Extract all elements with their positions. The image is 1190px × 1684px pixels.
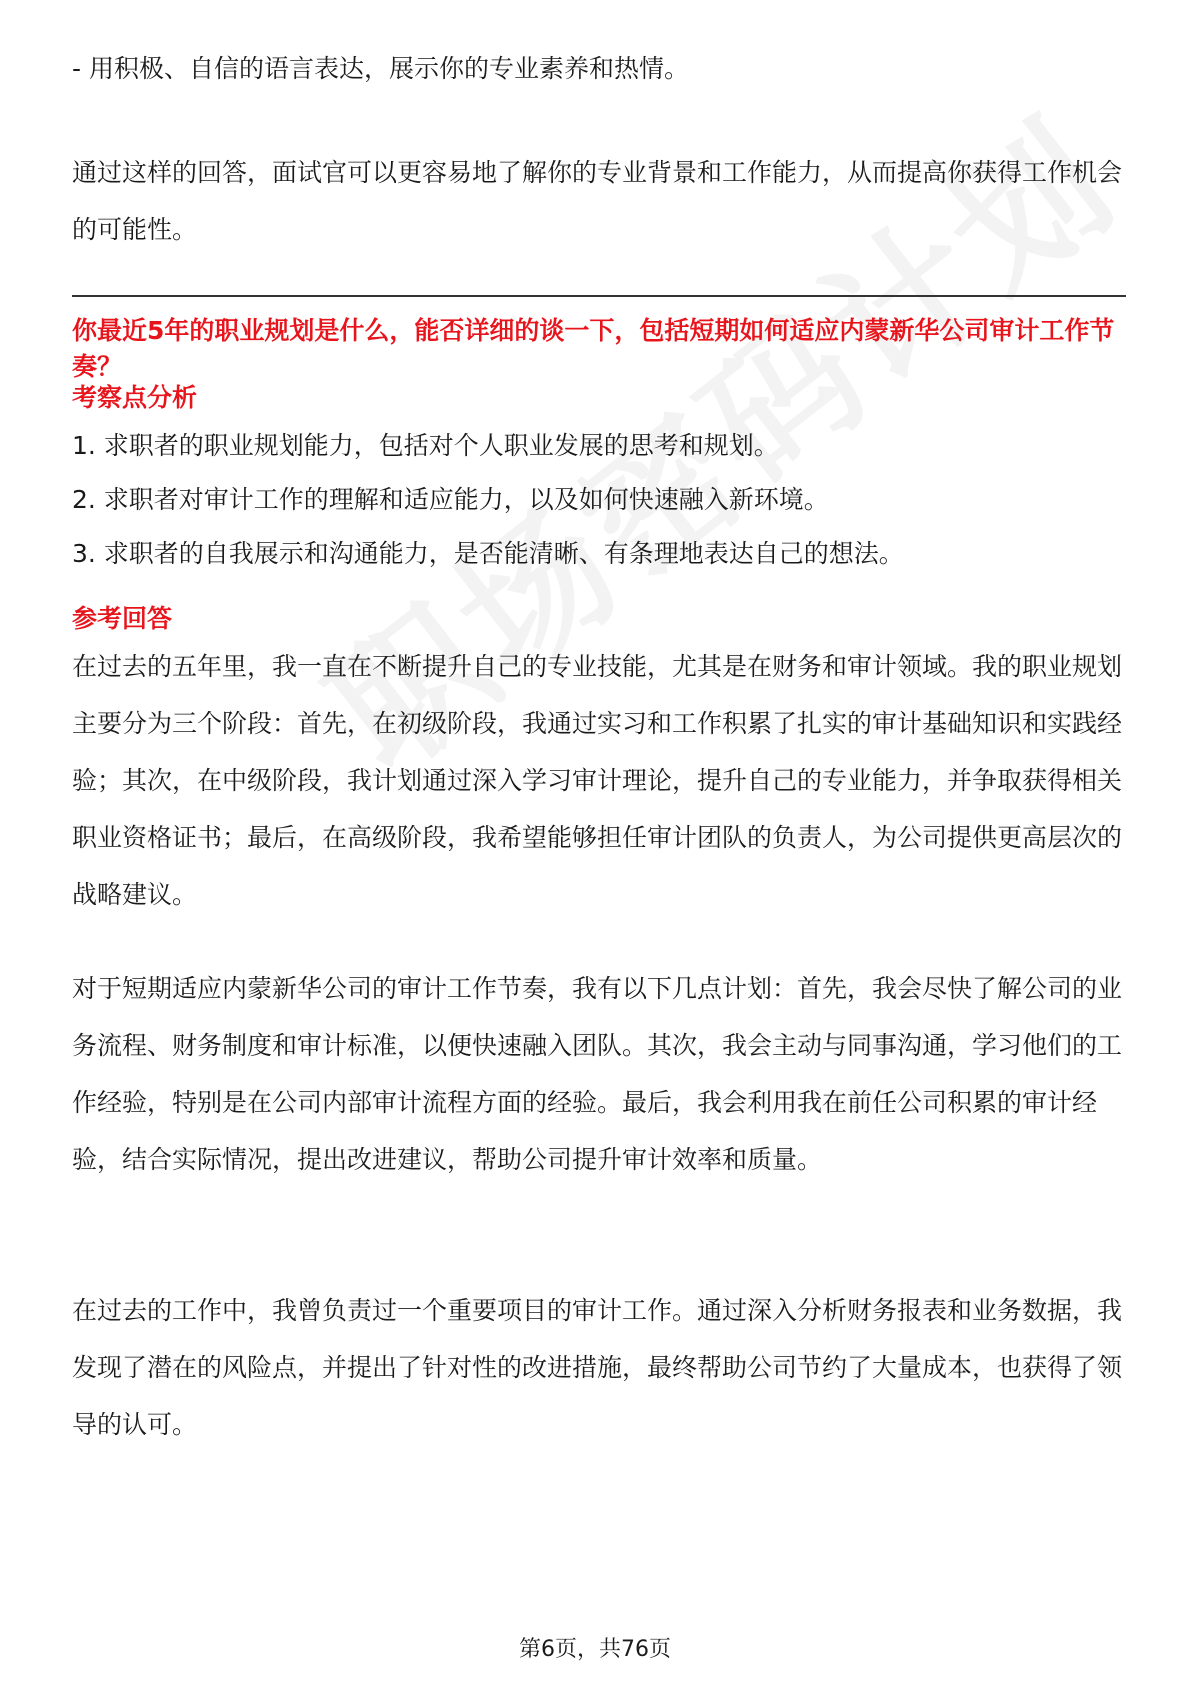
analysis-item: 2. 求职者对审计工作的理解和适应能力，以及如何快速融入新环境。 [72,485,829,514]
answer-paragraph: 在过去的五年里，我一直在不断提升自己的专业技能，尤其是在财务和审计领域。我的职业规划主要分为三个阶段：首先，在初级阶段，我通过实习和工作积累了扎实的审计基础知识和实践经验；其次，在中级阶段，我计划通过深入学习审计理论，提升自己的专业能力，并争取获得相关职业资格证书；最后，在高级阶段，我希望能够担任审计团队的负责人，为公司提供更高层次的战略建议。 [72,652,1123,909]
summary-paragraph: 通过这样的回答，面试官可以更容易地了解你的专业背景和工作能力，从而提高你获得工作机会的可能性。 [72,158,1123,244]
analysis-item: 1. 求职者的职业规划能力，包括对个人职业发展的思考和规划。 [72,431,779,460]
answer-paragraph: 对于短期适应内蒙新华公司的审计工作节奏，我有以下几点计划：首先，我会尽快了解公司的业务流程、财务制度和审计标准，以便快速融入团队。其次，我会主动与同事沟通，学习他们的工作经验，特别是在公司内部审计流程方面的经验。最后，我会利用我在前任公司积累的审计经验，结合实际情况，提出改进建议，帮助公司提升审计效率和质量。 [72,974,1123,1174]
page-footer: 第6页，共76页 [519,1637,671,1662]
answer-heading: 参考回答 [72,604,173,633]
analysis-heading: 考察点分析 [72,383,198,412]
analysis-item: 3. 求职者的自我展示和沟通能力，是否能清晰、有条理地表达自己的想法。 [72,539,904,568]
section-divider [72,295,1126,297]
top-tip: - 用积极、自信的语言表达，展示你的专业素养和热情。 [72,54,689,83]
answer-paragraph: 在过去的工作中，我曾负责过一个重要项目的审计工作。通过深入分析财务报表和业务数据，我发现了潜在的风险点，并提出了针对性的改进措施，最终帮助公司节约了大量成本，也获得了领导的认可。 [72,1296,1123,1439]
question-heading: 你最近5年的职业规划是什么，能否详细的谈一下，包括短期如何适应内蒙新华公司审计工作节奏？ [72,316,1115,381]
